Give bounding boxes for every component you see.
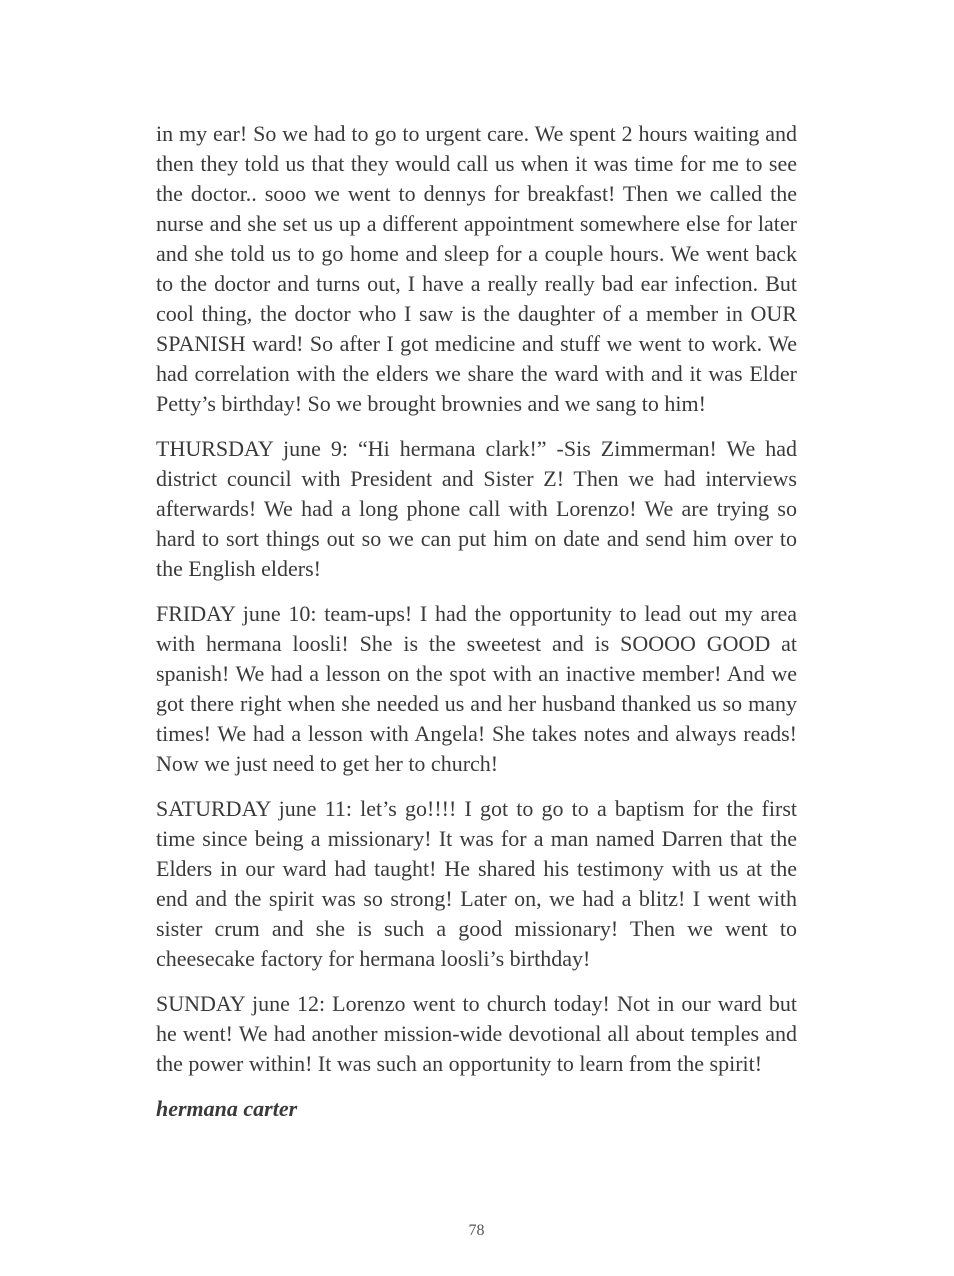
paragraph-sunday-entry: SUNDAY june 12: Lorenzo went to church today! Not in our ward but he went! We had another mission-wide devotional all about temples and the power within! It was such an opportunity to learn from the spirit! [156, 991, 797, 1076]
page-body [156, 119, 797, 1124]
paragraph-saturday-entry: SATURDAY june 11: let’s go!!!! I got to go to a baptism for the first time since being a missionary! It was for a man named Darren that the Elders in our ward had taught! He shared his testimony with us at the end and the spirit was so strong! Later on, we had a blitz! I went with sister crum and she is such a good missionary! Then we went to cheesecake factory for hermana loosli’s birthday! [156, 796, 797, 971]
paragraph-thursday-entry: THURSDAY june 9: “Hi hermana clark!” -Sis Zimmerman! We had district council with President and Sister Z! Then we had interviews afterwards! We had a long phone call with Lorenzo! We are trying so hard to sort things out so we can put him on date and send him over to the English elders! [156, 436, 797, 581]
page-number: 78 [468, 1222, 485, 1239]
paragraph-friday-entry: FRIDAY june 10: team-ups! I had the opportunity to lead out my area with hermana loosli! She is the sweetest and is SOOOO GOOD at spanish! We had a lesson on the spot with an inactive member! And we got there right when she needed us and her husband thanked us so many times! We had a lesson with Angela! She takes notes and always reads! Now we just need to get her to church! [156, 601, 797, 776]
paragraph-monday-entry: in my ear! So we had to go to urgent care. We spent 2 hours waiting and then they told us that they would call us when it was time for me to see the doctor.. sooo we went to dennys for breakfast! Then we called the nurse and she set us up a different appointment somewhere else for later and she told us to go home and sleep for a couple hours. We went back to the doctor and turns out, I have a really really bad ear infection. But cool thing, the doctor who I saw is the daughter of a member in OUR SPANISH ward! So after I got medicine and stuff we went to work. We had correlation with the elders we share the ward with and it was Elder Petty’s birthday! So we brought brownies and we sang to him! [156, 121, 797, 416]
signature: hermana carter [156, 1096, 298, 1121]
